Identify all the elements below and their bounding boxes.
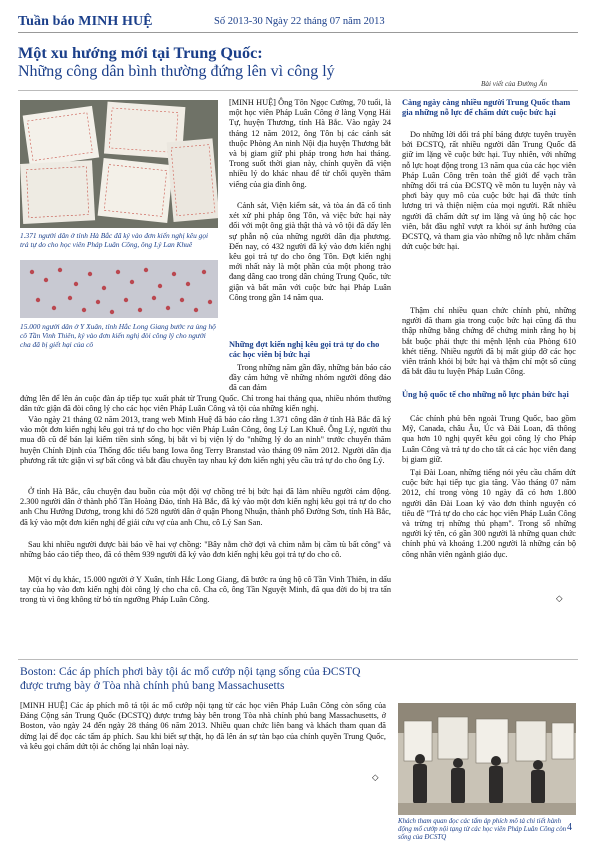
fingerprint-photo bbox=[20, 260, 218, 318]
byline: Bài viết của Đường Ấn bbox=[481, 80, 548, 88]
article-end-mark: ◇ bbox=[556, 594, 563, 603]
wide-paragraph-2: Vào ngày 21 tháng 02 năm 2013, trang web Minh Huệ đã báo cáo rằng 1.371 công dân ở tỉnh Hà Bắc đã ký vào một đơn kiến nghị kêu gọi trả tự do cho học viên Pháp Luân Công, ông Lý Lan Khuê. Ông Lý, người thu mua đồ cũ để bán lại kiếm tiền sinh sống, bị bắt vì bị viện lý do "những lý do an ninh" trước chuyến thăm huyện Chính Định của Thống đốc tiểu bang Iowa ông Terry Branstad vào tháng 09 năm 2012. Người dân địa phương rất tức giận vì sự bất công và bắt đầu chuyền tay nhau ký đơn kiến nghị yêu cầu trả tự do cho ông Lý. bbox=[20, 415, 391, 465]
col3-paragraph-3: Các chính phủ bên ngoài Trung Quốc, bao gồm Mỹ, Canada, châu Âu, Úc và Đài Loan, đã thông qua hơn 10 nghị quyết kêu gọi công lý cho Pháp Luân Công và trả tự do cho tất cả các học viên đang bị giam giữ. bbox=[402, 414, 576, 464]
photo2-caption: 15.000 người dân ở Y Xuân, tỉnh Hắc Long Giang bước ra ủng hộ cô Tần Vinh Thiên, ký vào đơn kiến nghị đòi công lý cho người cha đã bị giết hại của cô bbox=[20, 322, 216, 349]
section-divider bbox=[18, 659, 578, 660]
article-subtitle: Những công dân bình thường đứng lên vì công lý bbox=[18, 63, 335, 80]
col2-paragraph-1: [MINH HUỆ] Ông Tôn Ngọc Cường, 70 tuổi, là một học viên Pháp Luân Công ở làng Vọng Hải Tự, huyện Thương, tỉnh Hà Bắc. Vào ngày 24 tháng 12 năm 2012, ông Tôn bị các cảnh sát thuộc Phòng An ninh Nội địa huyện Thương bắt và bị giam giữ phi pháp trong hơn hai tháng. Trong suốt thời gian này, chính quyền đã viện nhiều lý do khác nhau để từ chối quyền thăm viếng của gia đình ông. bbox=[229, 98, 391, 189]
article2-body: [MINH HUỆ] Các áp phích mô tả tội ác mổ cướp nội tạng từ các học viên Pháp Luân Công còn sống của Đảng Cộng sản Trung Quốc (ĐCSTQ) được trưng bày bên trong Tòa nhà chính phủ bang Massachusetts, ở Boston, vào ngày 24 đến ngày 28 tháng 06 năm 2013. Nhiều quan chức liên bang và khách tham quan đã dừng lại để đọc các tấm áp phích. Sau khi biết sự thật, họ đã lên án sự tàn bạo của chính quyền Trung Quốc, và kêu gọi chấm dứt tội ác chống lại nhân loại này. bbox=[20, 701, 386, 751]
issue-info: Số 2013-30 Ngày 22 tháng 07 năm 2013 bbox=[214, 16, 385, 27]
article2-title: Boston: Các áp phích phơi bày tội ác mổ cướp nội tạng sống của ĐCSTQ được trưng bày ở Tòa nhà chính phủ bang Massachusetts bbox=[20, 665, 361, 692]
wide-paragraph-5: Một ví dụ khác, 15.000 người ở Y Xuân, tỉnh Hắc Long Giang, đã bước ra ủng hộ cô Tần Vinh Thiên, in dấu tay của họ vào đơn kiến nghị đòi công lý cho cha cô. Cha cô, ông Tần Nguyệt Minh, đã qua đời do bị tra tấn trong tù vì ông không từ bỏ tín ngưỡng Pháp Luân Công. bbox=[20, 575, 391, 605]
article-title: Một xu hướng mới tại Trung Quốc: bbox=[18, 44, 263, 62]
masthead bbox=[18, 13, 578, 33]
subheading-international: Ủng hộ quốc tế cho những nỗ lực phản bức hại bbox=[402, 390, 569, 399]
petition-sheets-image bbox=[20, 100, 218, 228]
col2-paragraph-2: Cảnh sát, Viện kiểm sát, và tòa án đã cố tình xét xử phi pháp ông Tôn, và việc bức hại này đối với một ông già thật thà và vô tội đã dấy lên sự phẫn nộ của những người dân địa phương. Đến nay, có 432 người đã ký vào đơn kiến nghị kêu gọi trả tự do cho ông Tôn. Đợt kiến nghị mới nhất này là một phần của một phong trào đang dâng cao trong dân chúng Trung Quốc, tức giận và bất mãn với cuộc bức hại Pháp Luân Công trong gần 14 năm qua. bbox=[229, 201, 391, 302]
col3-paragraph-2: Thậm chí nhiều quan chức chính phủ, những người đã tham gia trong cuộc bức hại cũng đã thu thập những bằng chứng để chứng minh rằng họ bị bắt buộc phải thực thi mệnh lệnh của Phòng 610 khét tiếng. Nhiều người đã bị mất giúp đỡ các học viên tránh khỏi bị bức hại và thậm chí một số cũng đã bắt đầu tu luyện Pháp Luân Công. bbox=[402, 306, 576, 377]
wide-paragraph-3: Ở tỉnh Hà Bắc, câu chuyện đau buồn của một đội vợ chồng trẻ bị bức hại đã làm nhiều người cảm động. 2.300 người dân ở thành phố Tần Hoàng Đảo, tỉnh Hà Bắc, đã ký vào một đơn kiến nghị kêu gọi trả tự do cho anh Chu Hướng Dương, trong khi đó 528 người dân ở quận Phong Nhuận, thành phố Đường Sơn, tỉnh Hà Bắc, đã ký vào một đơn kiến nghị để giải cứu vợ của anh Chu, cô Lý San San. bbox=[20, 487, 391, 527]
title-rule bbox=[18, 90, 578, 91]
fingerprint-petition-image bbox=[20, 260, 218, 318]
petition-photo bbox=[20, 100, 218, 228]
visitors-reading-posters-image bbox=[398, 703, 576, 815]
wide-paragraph-1: đứng lên để lên án cuộc đàn áp tiếp tục xuất phát từ Trung Quốc. Chỉ trong hai tháng qua, nhiều nhóm thường dân tức giận đã đòi công lý cho các học viên Pháp Luân Công và tội của những kiến nghị. bbox=[20, 394, 391, 414]
article2-end-mark: ◇ bbox=[372, 773, 379, 782]
col3-paragraph-4: Tại Đài Loan, những tiếng nói yêu cầu chấm dứt cuộc bức hại tiếp tục gia tăng. Vào tháng 07 năm 2012, chỉ trong vòng 10 ngày đã có hơn 1.800 người dân Đài Loan ký vào đơn thỉnh nguyện có tiêu đề "Trả tự do cho các học viên Pháp Luân Công và trừng trị những thủ phạm". Trong số những người ký tên, có gần 300 người là những quan chức chính phủ và khoảng 1.200 người là những cán bộ công nhân viên ngành giáo dục. bbox=[402, 468, 576, 559]
publication-name: Tuần báo MINH HUỆ bbox=[18, 14, 153, 29]
subheading-growing-efforts: Càng ngày càng nhiều người Trung Quốc tham gia những nỗ lực để chấm dứt cuộc bức hại bbox=[402, 98, 571, 118]
wide-paragraph-4: Sau khi nhiều người được bài báo về hai vợ chồng: "Bây nằm chờ đợi và chìm nằm bị cầm tù bất công" và những báo cáo tiếp theo, đã có thêm 939 người đã ký vào đơn kiến nghị kêu gọi trả tự do cho cô. bbox=[20, 540, 391, 560]
page-number: 4 bbox=[567, 822, 572, 833]
photo3-caption: Khách tham quan đọc các tấm áp phích mô tả chi tiết hành động mổ cướp nội tạng từ các học viên Pháp Luân Công còn sống của ĐCSTQ bbox=[398, 818, 567, 841]
exhibition-photo bbox=[398, 703, 576, 815]
subheading-petitions: Những đợt kiến nghị kêu gọi trả tự do cho các học viên bị bức hại bbox=[229, 340, 380, 360]
col3-paragraph-1: Do những lời dối trá phỉ báng được tuyên truyền bởi ĐCSTQ, rất nhiều người dân Trung Quốc đã giữ im lặng về cuộc bức hại. Tuy nhiên, với những nỗ lực hoạt động trong 13 năm qua của các học viên Pháp Luân Công trên toàn thế giới để vạch trần những dối trá của ĐCSTQ về môn tu luyện này và phơi bày quy mô của cuộc bức hại đã thức tỉnh lương tri và thiện niệm của mọi người. Rất nhiều người đã chấm dứt sự im lặng và ủng hộ các học viên, bắt đầu nghĩ vượt ra khỏi sự ảnh hưởng của ĐCSTQ, và tham gia vào những nỗ lực nhằm chấm dứt cuộc bức hại. bbox=[402, 130, 576, 252]
photo1-caption: 1.371 người dân ở tỉnh Hà Bắc đã ký vào đơn kiến nghị kêu gọi trả tự do cho học viên Pháp Luân Công, ông Lý Lan Khuê bbox=[20, 231, 209, 249]
col2-paragraph-3: Trong những năm gần đây, những bản báo cáo đầy cảm hứng về những nhóm người đông đảo đã can đảm bbox=[229, 363, 392, 393]
